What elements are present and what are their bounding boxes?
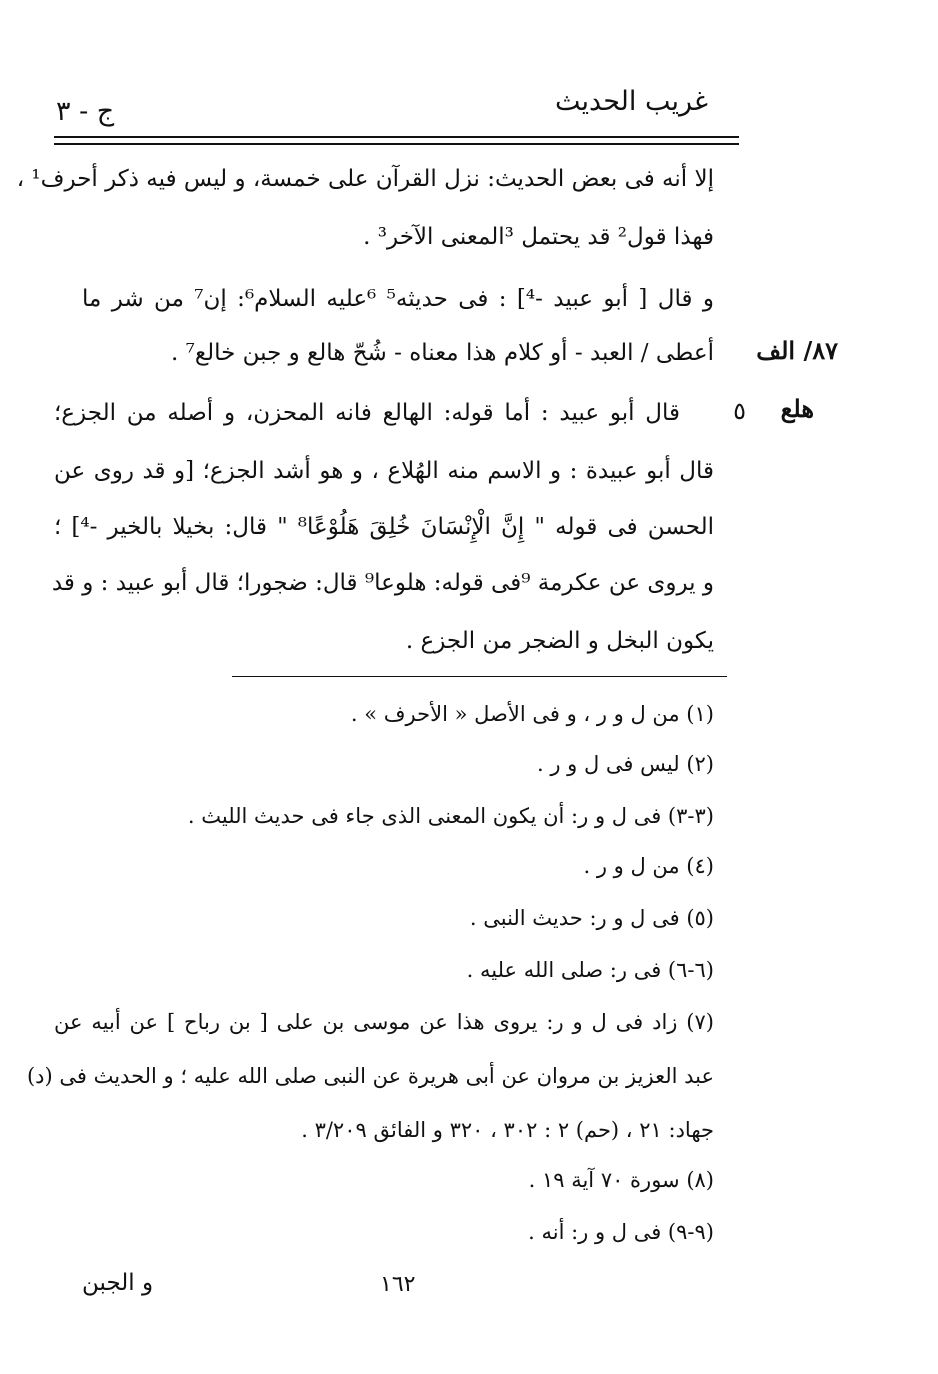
footnote-7-line-1: (٧) زاد فى ل و ر: يروى هذا عن موسى بن على [ بن رباح ] عن أبيه عن xyxy=(54,1010,714,1034)
footnote-4: (٤) من ل و ر . xyxy=(583,854,714,878)
footnote-7-line-2: عبد العزيز بن مروان عن أبى هريرة عن النبى صلى الله عليه ؛ و الحديث فى (د) xyxy=(26,1064,714,1088)
footnote-7-line-3: جهاد: ٢١ ، (حم) ٢ : ٣٠٢ ، ٣٢٠ و الفائق ٣/٢٠٩ . xyxy=(301,1118,714,1142)
body-line-7: الحسن فى قوله " إِنَّ الْإِنْسَانَ خُلِقَ هَلُوْعًا⁸ " قال: بخيلا بالخير -⁴] ؛ xyxy=(54,514,714,540)
body-line-8: و يروى عن عكرمة ⁹فى قوله: هلوعا⁹ قال: ضجورا؛ قال أبو عبيد : و قد xyxy=(51,570,714,596)
footnote-separator-rule xyxy=(232,676,727,677)
page-number: ١٦٢ xyxy=(380,1272,416,1297)
footnote-2: (٢) ليس فى ل و ر . xyxy=(537,752,714,776)
body-line-4: أعطى / العبد - أو كلام هذا معناه - شُحّ هالع و جبن خالع⁷ . xyxy=(170,340,714,366)
body-line-9: يكون البخل و الضجر من الجزع . xyxy=(405,628,714,654)
margin-line-number: ٥ xyxy=(733,397,746,425)
body-line-3: و قال [ أبو عبيد -⁴] : فى حديثه⁵ ⁶عليه السلام⁶: إن⁷ من شر ما xyxy=(82,286,714,312)
margin-folio-marker: ٨٧/ الف xyxy=(756,336,838,365)
body-line-1: إلا أنه فى بعض الحديث: نزل القرآن على خمسة، و ليس فيه ذكر أحرف¹ ، xyxy=(16,166,714,192)
footnote-3: (٣-٣) فى ل و ر: أن يكون المعنى الذى جاء فى حديث الليث . xyxy=(187,804,714,828)
header-rule-lower xyxy=(54,143,739,145)
body-line-6: قال أبو عبيدة : و الاسم منه الهُلاع ، و هو أشد الجزع؛ [و قد روى عن xyxy=(54,458,714,484)
footnote-8: (٨) سورة ٧٠ آية ١٩ . xyxy=(528,1168,714,1192)
body-line-5: قال أبو عبيد : أما قوله: الهالع فانه المحزن، و أصله من الجزع؛ xyxy=(54,400,680,426)
catchword: و الجبن xyxy=(82,1270,154,1296)
footnote-6: (٦-٦) فى ر: صلى الله عليه . xyxy=(466,958,714,982)
margin-keyword: هلع xyxy=(780,394,814,423)
running-header-title: غريب الحديث xyxy=(555,86,708,117)
body-line-2: فهذا قول² قد يحتمل ³المعنى الآخر³ . xyxy=(363,224,714,250)
running-header-volume: ج - ٣ xyxy=(56,96,115,127)
header-rule-upper xyxy=(54,136,739,138)
footnote-5: (٥) فى ل و ر: حديث النبى . xyxy=(469,906,714,930)
footnote-1: (١) من ل و ر ، و فى الأصل « الأحرف » . xyxy=(350,702,714,726)
footnote-9: (٩-٩) فى ل و ر: أنه . xyxy=(528,1220,714,1244)
